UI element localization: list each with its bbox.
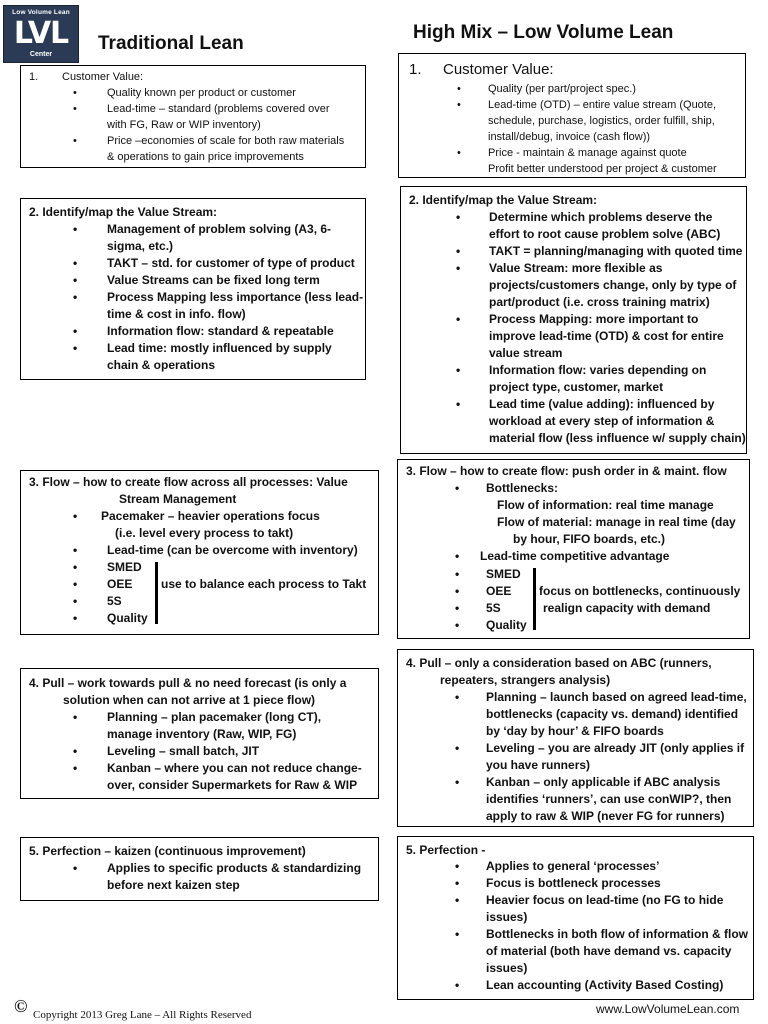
- left-flow-box: [20, 470, 379, 635]
- list-item: Process Mapping: more important to: [489, 312, 699, 326]
- company-logo: [3, 5, 79, 63]
- bullet: •: [73, 290, 78, 304]
- list-item: effort to root cause problem solve (ABC): [489, 227, 721, 241]
- list-item: & operations to gain price improvements: [107, 151, 304, 163]
- list-item: Lead-time (OTD) – entire value stream (Quote,: [488, 99, 717, 111]
- list-item: Flow of material: manage in real time (day: [497, 515, 736, 529]
- bullet: •: [73, 135, 77, 147]
- list-item: Applies to general ‘processes’: [486, 859, 660, 873]
- bullet: •: [455, 567, 460, 581]
- list-item: Leveling – you are already JIT (only applies if: [486, 741, 745, 755]
- list-item: Applies to specific products & standardizing: [107, 861, 362, 875]
- list-item: time & cost in info. flow): [107, 307, 246, 321]
- list-item: Information flow: standard & repeatable: [107, 324, 334, 338]
- list-item: Planning – launch based on agreed lead-time,: [486, 690, 747, 704]
- list-item: projects/customers change, only by type of: [489, 278, 737, 292]
- list-item: of material (both have demand vs. capacity: [486, 944, 732, 958]
- bullet: •: [73, 611, 78, 625]
- list-item: Flow of information: real time manage: [497, 498, 714, 512]
- list-item: part/product (i.e. cross training matrix): [489, 295, 710, 309]
- list-item: Lead time: mostly influenced by supply: [107, 341, 332, 355]
- list-item: install/debug, invoice (cash flow)): [488, 131, 651, 143]
- list-item: Value Streams can be fixed long term: [107, 273, 320, 287]
- list-item: TAKT = planning/managing with quoted time: [489, 244, 743, 258]
- section-heading: Customer Value:: [443, 61, 554, 78]
- list-item: OEE: [486, 584, 512, 598]
- bullet: •: [73, 341, 78, 355]
- bullet: •: [73, 256, 78, 270]
- bullet: •: [73, 87, 77, 99]
- bullet: •: [73, 761, 78, 775]
- list-item: sigma, etc.): [107, 239, 174, 253]
- bullet: •: [455, 927, 460, 941]
- section-heading: 3. Flow – how to create flow: push order in & maint. flow: [406, 464, 727, 478]
- bullet: •: [455, 481, 460, 495]
- bullet: •: [73, 577, 78, 591]
- left-perfection-box: [20, 837, 379, 901]
- bullet: •: [455, 584, 460, 598]
- bullet: •: [456, 397, 461, 411]
- left-value-stream-box: [20, 198, 366, 380]
- bracket-line: [533, 568, 536, 630]
- bullet: •: [73, 103, 77, 115]
- list-item: Kanban – only applicable if ABC analysis: [486, 775, 721, 789]
- bullet: •: [455, 618, 460, 632]
- copyright-text: Copyright 2013 Greg Lane – All Rights Reserved: [33, 1009, 252, 1021]
- list-item: OEE: [107, 577, 133, 591]
- list-item: issues): [486, 910, 528, 924]
- section-heading-continued: repeaters, strangers analysis): [440, 673, 611, 687]
- list-item: 5S: [107, 594, 122, 608]
- list-item: Lean accounting (Activity Based Costing): [486, 978, 724, 992]
- right-pull-box: [397, 649, 754, 827]
- bullet: •: [73, 543, 78, 557]
- list-item: you have runners): [486, 758, 591, 772]
- website-link[interactable]: www.LowVolumeLean.com: [596, 1002, 740, 1016]
- list-item: issues): [486, 961, 528, 975]
- list-item: by ‘day by hour’ & FIFO boards: [486, 724, 664, 738]
- list-item: workload at every step of information &: [489, 414, 715, 428]
- list-item: Lead-time – standard (problems covered over: [107, 103, 330, 115]
- list-item: 5S: [486, 601, 501, 615]
- bullet: •: [455, 876, 460, 890]
- list-item: (i.e. level every process to takt): [115, 526, 294, 540]
- list-item: Quality: [486, 618, 527, 632]
- list-item: Management of problem solving (A3, 6-: [107, 222, 332, 236]
- section-heading-continued: Stream Management: [119, 492, 237, 506]
- logo-bottom-text: Center: [29, 51, 53, 58]
- bullet: •: [73, 509, 78, 523]
- section-heading: 2. Identify/map the Value Stream:: [409, 193, 598, 207]
- bullet: •: [73, 273, 78, 287]
- list-item: Determine which problems deserve the: [489, 210, 713, 224]
- bullet: •: [455, 893, 460, 907]
- section-heading: 4. Pull – work towards pull & no need forecast (is only a: [29, 676, 347, 690]
- list-item: Pacemaker – heavier operations focus: [101, 509, 320, 523]
- bracket-note: use to balance each process to Takt: [161, 577, 367, 591]
- list-item: material flow (less influence w/ supply chain): [489, 431, 746, 445]
- list-item: Information flow: varies depending on: [489, 363, 707, 377]
- list-item: Bottlenecks in both flow of information & flow: [486, 927, 748, 941]
- section-heading: 3. Flow – how to create flow across all processes: Value: [29, 475, 348, 489]
- bullet: •: [73, 594, 78, 608]
- bullet: •: [455, 549, 460, 563]
- list-item: TAKT – std. for customer of type of product: [107, 256, 355, 270]
- bullet: •: [73, 560, 78, 574]
- left-column-title: Traditional Lean: [98, 33, 244, 54]
- bullet: •: [455, 601, 460, 615]
- right-perfection-box: [397, 836, 754, 1000]
- bullet: •: [455, 775, 460, 789]
- bullet: •: [73, 222, 78, 236]
- section-heading: 4. Pull – only a consideration based on ABC (runners,: [406, 656, 712, 670]
- bullet: •: [456, 244, 461, 258]
- bullet: •: [73, 861, 78, 875]
- logo-mark: LVL: [13, 16, 69, 51]
- bullet: •: [455, 978, 460, 992]
- list-item: Lead time (value adding): influenced by: [489, 397, 715, 411]
- list-item: manage inventory (Raw, WIP, FG): [107, 727, 297, 741]
- bracket-note: focus on bottlenecks, continuously: [539, 584, 741, 598]
- bullet: •: [457, 147, 461, 159]
- bullet: •: [455, 690, 460, 704]
- list-item: apply to raw & WIP (never FG for runners): [486, 809, 725, 823]
- left-customer-value-box: [20, 65, 366, 168]
- list-item: Heavier focus on lead-time (no FG to hide: [486, 893, 724, 907]
- list-item: Lead-time (can be overcome with inventory): [107, 543, 358, 557]
- list-item: Value Stream: more flexible as: [489, 261, 663, 275]
- list-item: Kanban – where you can not reduce change-: [107, 761, 362, 775]
- list-item: chain & operations: [107, 358, 216, 372]
- bullet: •: [455, 859, 460, 873]
- list-item: Quality: [107, 611, 148, 625]
- list-item: bottlenecks (capacity vs. demand) identified: [486, 707, 739, 721]
- bullet: •: [73, 710, 78, 724]
- bullet: •: [457, 83, 461, 95]
- list-item: project type, customer, market: [489, 380, 664, 394]
- list-item: Process Mapping less importance (less lead-: [107, 290, 364, 304]
- bracket-note: realign capacity with demand: [543, 601, 711, 615]
- right-value-stream-box: [400, 186, 747, 454]
- list-item: Quality (per part/project spec.): [488, 83, 636, 95]
- section-heading: 5. Perfection -: [406, 843, 486, 857]
- logo-top-text: Low Volume Lean: [12, 9, 70, 16]
- copyright-icon: ©: [14, 996, 28, 1016]
- section-heading: 5. Perfection – kaizen (continuous improvement): [29, 844, 306, 858]
- list-item: Price - maintain & manage against quote: [488, 147, 687, 159]
- list-item: over, consider Supermarkets for Raw & WIP: [107, 778, 358, 792]
- list-item: Quality known per product or customer: [107, 87, 296, 99]
- bullet: •: [73, 324, 78, 338]
- list-item: SMED: [107, 560, 142, 574]
- bullet: •: [456, 210, 461, 224]
- bracket-line: [155, 562, 158, 624]
- right-column-title: High Mix – Low Volume Lean: [413, 22, 674, 43]
- bullet: •: [73, 744, 78, 758]
- bullet: •: [457, 99, 461, 111]
- right-flow-box: [397, 459, 750, 639]
- list-item: SMED: [486, 567, 521, 581]
- bullet: •: [456, 312, 461, 326]
- list-item: Profit better understood per project & customer: [488, 163, 717, 175]
- section-number: 1.: [29, 71, 39, 83]
- bullet: •: [456, 363, 461, 377]
- bullet: •: [456, 261, 461, 275]
- bullet: •: [455, 741, 460, 755]
- left-pull-box: [20, 668, 379, 799]
- right-customer-value-box: [398, 53, 746, 178]
- list-item: value stream: [489, 346, 563, 360]
- list-item: before next kaizen step: [107, 878, 240, 892]
- section-heading-continued: solution when can not arrive at 1 piece flow): [63, 693, 316, 707]
- list-item: Focus is bottleneck processes: [486, 876, 661, 890]
- list-item: Price –economies of scale for both raw materials: [107, 135, 345, 147]
- list-item: identifies ‘runners’, can use conWIP?, then: [486, 792, 732, 806]
- list-item: with FG, Raw or WIP inventory): [107, 119, 261, 131]
- list-item: Lead-time competitive advantage: [480, 549, 670, 563]
- list-item: improve lead-time (OTD) & cost for entire: [489, 329, 724, 343]
- list-item: Bottlenecks:: [486, 481, 559, 495]
- list-item: by hour, FIFO boards, etc.): [513, 532, 666, 546]
- section-number: 1.: [409, 61, 422, 78]
- list-item: Leveling – small batch, JIT: [107, 744, 260, 758]
- list-item: Planning – plan pacemaker (long CT),: [107, 710, 322, 724]
- section-heading: 2. Identify/map the Value Stream:: [29, 205, 218, 219]
- section-heading: Customer Value:: [62, 71, 144, 83]
- list-item: schedule, purchase, logistics, order fulfill, ship,: [488, 115, 715, 127]
